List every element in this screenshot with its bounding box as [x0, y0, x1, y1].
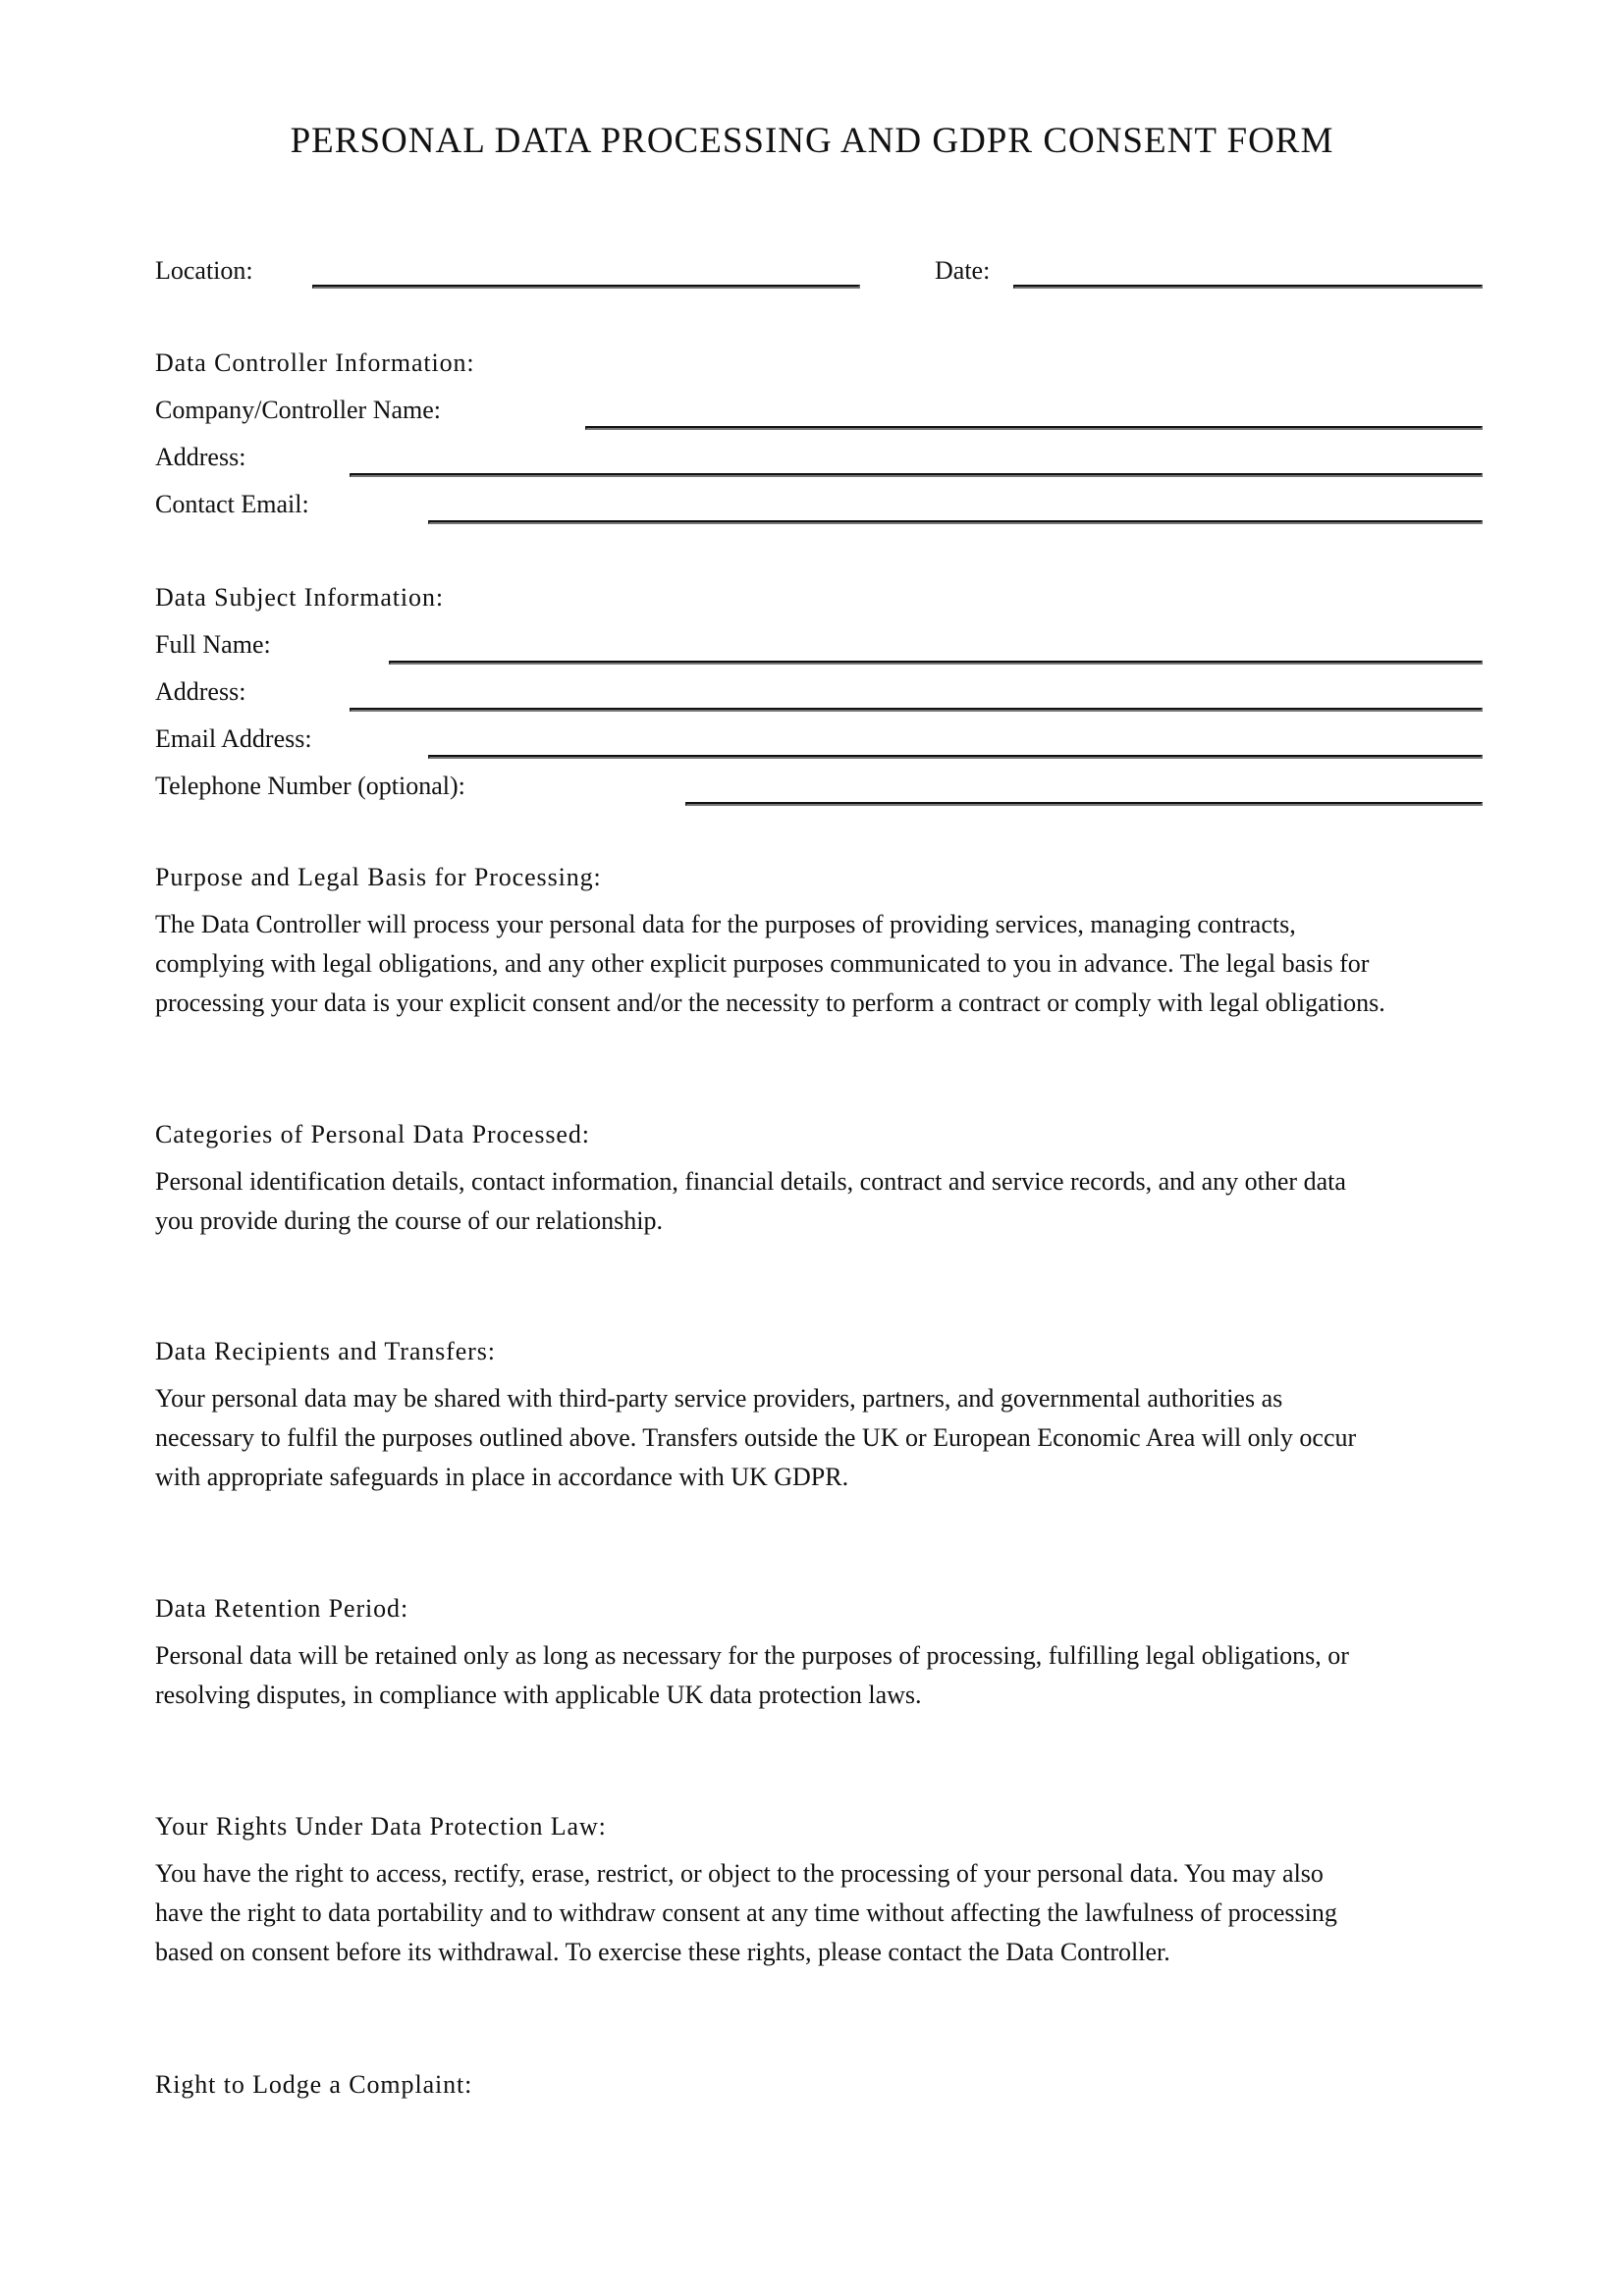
rights-heading: Your Rights Under Data Protection Law:: [155, 1812, 607, 1841]
subject-address-field[interactable]: [350, 708, 1483, 712]
date-field[interactable]: [1013, 285, 1483, 289]
subject-name-field[interactable]: [389, 661, 1483, 665]
retention-line: resolving disputes, in compliance with applicable UK data protection laws.: [155, 1681, 922, 1709]
date-label: Date:: [935, 256, 991, 285]
recipients-line: Your personal data may be shared with third-party service providers, partners, and governmental authorities as: [155, 1384, 1283, 1413]
recipients-text: [155, 1379, 1490, 1497]
subject-name-label: Full Name:: [155, 630, 271, 659]
rights-line: based on consent before its withdrawal. To exercise these rights, please contact the Data Controller.: [155, 1938, 1170, 1966]
purpose-line: processing your data is your explicit consent and/or the necessity to perform a contract or comply with legal obligations.: [155, 988, 1385, 1017]
recipients-heading: Data Recipients and Transfers:: [155, 1337, 496, 1365]
subject-email-field[interactable]: [428, 755, 1483, 759]
retention-text: [155, 1636, 1490, 1715]
controller-address-label: Address:: [155, 443, 246, 471]
categories-heading: Categories of Personal Data Processed:: [155, 1120, 590, 1148]
controller-heading: Data Controller Information:: [155, 348, 475, 377]
purpose-text: [155, 905, 1490, 1023]
retention-line: Personal data will be retained only as long as necessary for the purposes of processing, fulfilling legal obligations, or: [155, 1641, 1349, 1670]
rights-line: have the right to data portability and to withdraw consent at any time without affecting the lawfulness of processing: [155, 1898, 1337, 1927]
controller-name-field[interactable]: [585, 426, 1483, 430]
categories-text: [155, 1162, 1490, 1241]
purpose-heading: Purpose and Legal Basis for Processing:: [155, 863, 602, 891]
recipients-line: necessary to fulfil the purposes outlined above. Transfers outside the UK or European Economic Area will only occur: [155, 1423, 1357, 1452]
controller-email-label: Contact Email:: [155, 490, 309, 518]
form-title: PERSONAL DATA PROCESSING AND GDPR CONSENT FORM: [290, 121, 1334, 161]
subject-address-label: Address:: [155, 677, 246, 706]
subject-phone-label: Telephone Number (optional):: [155, 772, 465, 800]
subject-phone-field[interactable]: [685, 802, 1483, 806]
categories-line: you provide during the course of our relationship.: [155, 1206, 663, 1235]
subject-heading: Data Subject Information:: [155, 583, 444, 612]
purpose-line: The Data Controller will process your personal data for the purposes of providing services, managing contracts,: [155, 910, 1296, 938]
controller-address-field[interactable]: [350, 473, 1483, 477]
rights-line: You have the right to access, rectify, erase, restrict, or object to the processing of your personal data. You may also: [155, 1859, 1324, 1888]
controller-email-field[interactable]: [428, 520, 1483, 524]
location-field[interactable]: [312, 285, 860, 289]
retention-heading: Data Retention Period:: [155, 1594, 409, 1623]
recipients-line: with appropriate safeguards in place in accordance with UK GDPR.: [155, 1463, 849, 1491]
location-label: Location:: [155, 256, 253, 285]
rights-text: [155, 1854, 1490, 1972]
complaint-heading: Right to Lodge a Complaint:: [155, 2070, 473, 2099]
categories-line: Personal identification details, contact information, financial details, contract and service records, and any other data: [155, 1167, 1346, 1196]
purpose-line: complying with legal obligations, and any other explicit purposes communicated to you in advance. The legal basis for: [155, 949, 1370, 978]
controller-name-label: Company/Controller Name:: [155, 396, 442, 424]
subject-email-label: Email Address:: [155, 724, 312, 753]
